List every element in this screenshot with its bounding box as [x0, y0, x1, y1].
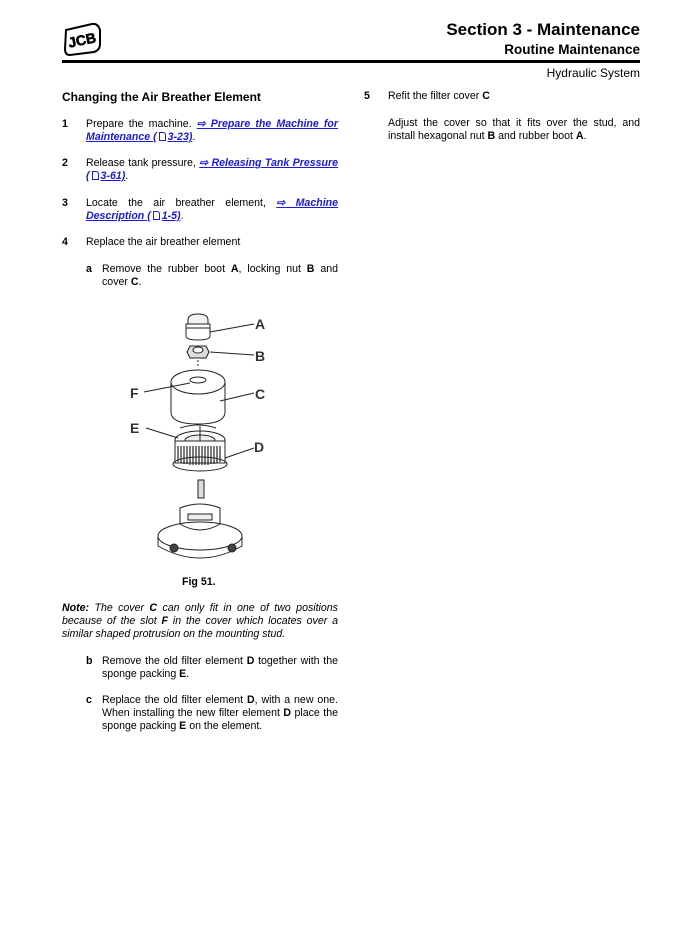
text: can only fit in one of two positions because of the slot — [62, 602, 338, 627]
label-f: F — [130, 385, 139, 401]
step-4 — [62, 236, 338, 249]
note-prefix: Note: — [62, 602, 90, 614]
substep-letter: a — [86, 263, 92, 275]
text: The cover — [89, 602, 150, 614]
substep-c — [86, 694, 338, 733]
step-number: 2 — [62, 157, 68, 169]
step-number: 4 — [62, 236, 68, 248]
text: on the element. — [186, 720, 263, 732]
text: Replace the old filter element — [102, 694, 247, 706]
punct: . — [125, 170, 129, 182]
step-2 — [62, 157, 338, 183]
svg-text:JCB: JCB — [66, 29, 98, 51]
text: Refit the filter cover — [388, 90, 483, 102]
page-icon — [153, 211, 160, 220]
substep-a — [86, 263, 338, 289]
text: Remove the old filter element — [102, 655, 247, 667]
text: . — [138, 276, 142, 288]
step-text: Locate the air breather element, — [86, 197, 277, 209]
page-icon — [159, 132, 166, 141]
text: Adjust the cover so that it fits over the stud, and install hexagonal nut — [388, 117, 640, 142]
topic-title: Hydraulic System — [546, 66, 640, 80]
air-breather-exploded-diagram — [120, 308, 280, 578]
step-number: 1 — [62, 118, 68, 130]
punct: . — [180, 210, 184, 222]
label-b: B — [255, 348, 266, 364]
jcb-logo — [62, 22, 102, 56]
procedure-title: Changing the Air Breather Element — [62, 90, 261, 104]
link-text: Prepare the Machine for Maintenance ( — [86, 118, 338, 143]
header-rule — [62, 60, 640, 63]
step-1 — [62, 118, 338, 144]
ref: F — [161, 615, 168, 627]
step-text: Release tank pressure, — [86, 157, 200, 169]
step-number: 3 — [62, 197, 68, 209]
arrow-icon: ⇨ — [199, 157, 209, 169]
link-text: Releasing Tank Pressure ( — [86, 157, 338, 182]
label-c: C — [255, 386, 266, 402]
ref: D — [283, 707, 292, 719]
text: , with a new one. When installing the new filter element — [102, 694, 339, 719]
link-text: Machine Description ( — [86, 197, 338, 222]
link-page: 3-61) — [100, 170, 126, 182]
ref: A — [575, 130, 584, 142]
text: , locking nut — [238, 263, 307, 275]
ref: B — [487, 130, 496, 142]
arrow-icon: ⇨ — [196, 118, 206, 130]
ref: E — [179, 668, 187, 680]
step-text: Replace the air breather element — [86, 236, 241, 248]
ref: C — [482, 90, 490, 102]
section-title: Section 3 - Maintenance — [446, 20, 640, 39]
ref: E — [179, 720, 187, 732]
text: . — [583, 130, 587, 142]
step-number: 5 — [364, 90, 370, 102]
step-text: Prepare the machine. — [86, 118, 197, 130]
page-icon — [92, 171, 99, 180]
figure-caption: Fig 51. — [182, 576, 216, 588]
step-3 — [62, 197, 338, 223]
ref: C — [130, 276, 139, 288]
label-a: A — [255, 316, 266, 332]
text: . — [186, 668, 190, 680]
ref: A — [230, 263, 239, 275]
punct: . — [192, 131, 196, 143]
label-d: D — [254, 439, 265, 455]
text: place the sponge packing — [102, 707, 338, 732]
text: in the cover which locates over a similar shaped protrusion on the mounting stud. — [62, 615, 338, 640]
ref: C — [149, 602, 158, 614]
link-page: 3-23) — [167, 131, 193, 143]
step-5 — [364, 90, 640, 103]
link-page: 1-5) — [161, 210, 181, 222]
ref: D — [246, 694, 255, 706]
substep-b — [86, 655, 338, 681]
text: together with the sponge packing — [102, 655, 338, 680]
text: Remove the rubber boot — [102, 263, 231, 275]
substep-letter: c — [86, 694, 92, 706]
ref: B — [306, 263, 315, 275]
arrow-icon: ⇨ — [276, 197, 286, 209]
substep-letter: b — [86, 655, 93, 667]
ref: D — [246, 655, 255, 667]
label-e: E — [130, 420, 140, 436]
text: and rubber boot — [495, 130, 576, 142]
subsection-title: Routine Maintenance — [504, 42, 640, 57]
text: and cover — [102, 263, 338, 288]
note — [62, 602, 338, 641]
refit-instructions — [388, 117, 640, 143]
